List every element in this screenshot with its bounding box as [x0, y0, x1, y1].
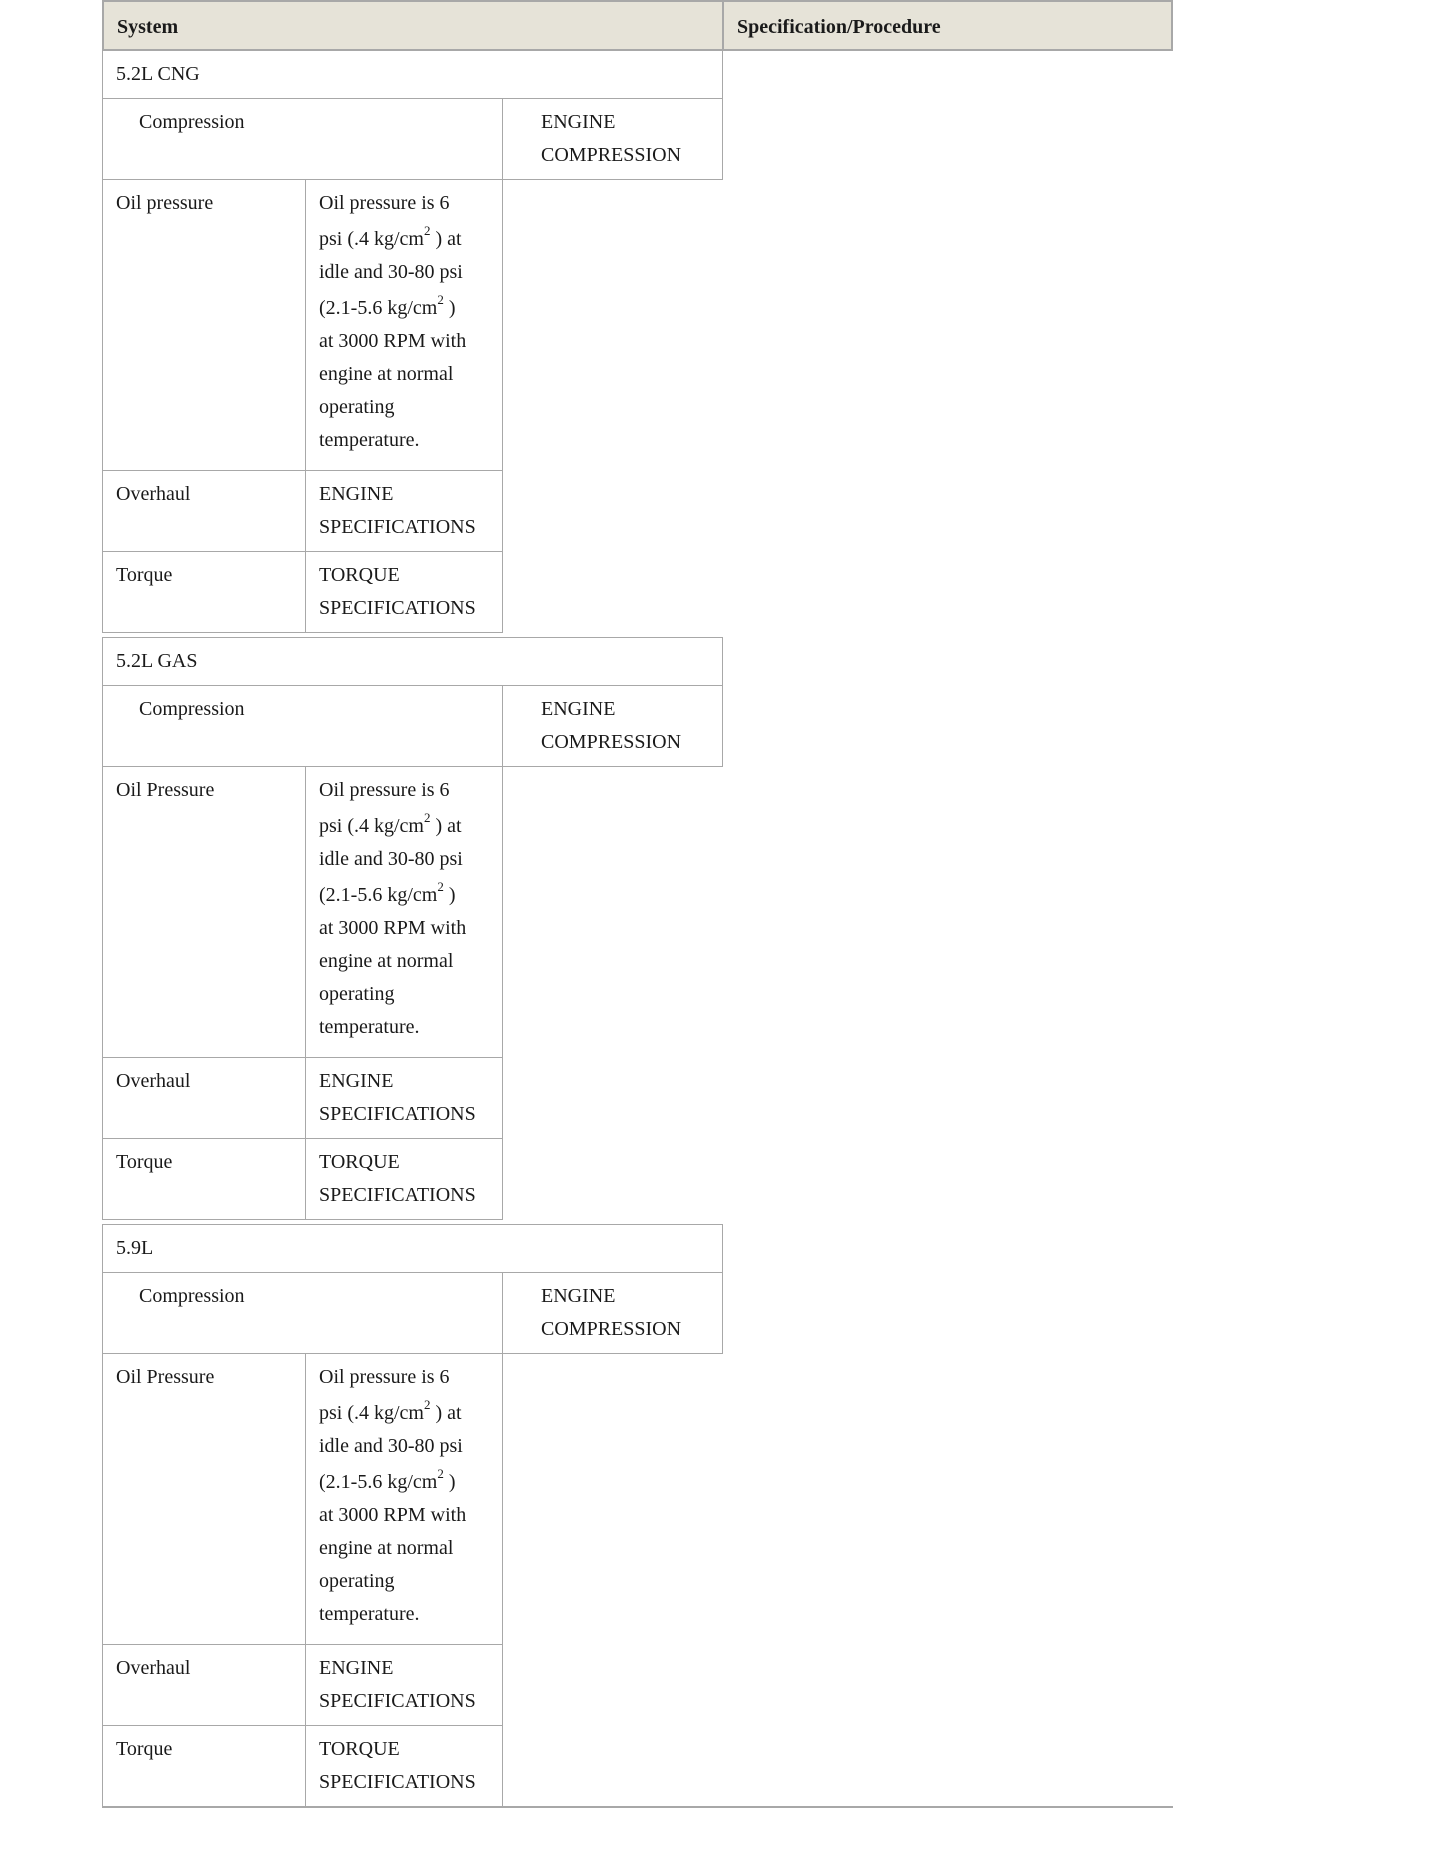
- compression-value-line2: COMPRESSION: [541, 731, 682, 753]
- oil-pressure-text-line: [319, 1466, 455, 1499]
- text-segment: ): [448, 1471, 456, 1493]
- torque-value-line1: TORQUE: [319, 1151, 400, 1173]
- oil-pressure-text-line: Oil pressure is 6: [319, 779, 450, 801]
- group-row: [102, 1224, 723, 1273]
- oil-pressure-text-line: engine at normal: [319, 363, 454, 385]
- group-name: 5.2L GAS: [116, 650, 198, 672]
- text-segment: psi (.4 kg/cm: [319, 228, 424, 250]
- text-segment: ): [448, 297, 456, 319]
- superscript: 2: [424, 223, 431, 239]
- torque-label: Torque: [116, 1738, 173, 1760]
- overhaul-value-line2: SPECIFICATIONS: [319, 1690, 476, 1712]
- overhaul-value-line2: SPECIFICATIONS: [319, 1103, 476, 1125]
- oil-pressure-text-line: operating: [319, 396, 395, 418]
- text-segment: ): [448, 884, 456, 906]
- text-segment: psi (.4 kg/cm: [319, 1402, 424, 1424]
- oil-pressure-text-line: at 3000 RPM with: [319, 917, 467, 939]
- text-segment: psi (.4 kg/cm: [319, 815, 424, 837]
- oil-pressure-text-line: engine at normal: [319, 950, 454, 972]
- oil-pressure-label: Oil Pressure: [116, 1366, 215, 1388]
- oil-pressure-text-line: temperature.: [319, 1016, 420, 1038]
- oil-pressure-text-line: [319, 879, 455, 912]
- oil-pressure-text-line: operating: [319, 983, 395, 1005]
- compression-label: Compression: [139, 1285, 245, 1307]
- torque-label: Torque: [116, 1151, 173, 1173]
- torque-value-line2: SPECIFICATIONS: [319, 597, 476, 619]
- table-header: [102, 0, 1173, 51]
- oil-pressure-label: Oil Pressure: [116, 779, 215, 801]
- compression-label: Compression: [139, 698, 245, 720]
- compression-value-line2: COMPRESSION: [541, 144, 682, 166]
- oil-pressure-text-line: idle and 30-80 psi: [319, 261, 463, 283]
- text-segment: ) at: [435, 1402, 462, 1424]
- oil-pressure-text-line: temperature.: [319, 429, 420, 451]
- text-segment: ) at: [435, 815, 462, 837]
- superscript: 2: [437, 879, 444, 895]
- header-system: System: [104, 2, 724, 49]
- text-segment: (2.1-5.6 kg/cm: [319, 1471, 438, 1493]
- compression-value-line1: ENGINE: [541, 1285, 616, 1307]
- spec-table: [102, 0, 1173, 1808]
- oil-pressure-text-line: at 3000 RPM with: [319, 1504, 467, 1526]
- overhaul-value-line1: ENGINE: [319, 483, 394, 505]
- compression-value-line1: ENGINE: [541, 111, 616, 133]
- overhaul-label: Overhaul: [116, 1657, 191, 1679]
- compression-value-line2: COMPRESSION: [541, 1318, 682, 1340]
- superscript: 2: [424, 1397, 431, 1413]
- torque-value-line2: SPECIFICATIONS: [319, 1184, 476, 1206]
- group-name: 5.2L CNG: [116, 63, 200, 85]
- oil-pressure-text-line: operating: [319, 1570, 395, 1592]
- oil-pressure-text-line: [319, 1397, 462, 1430]
- torque-value-line1: TORQUE: [319, 1738, 400, 1760]
- torque-value-line1: TORQUE: [319, 564, 400, 586]
- oil-pressure-text-line: Oil pressure is 6: [319, 1366, 450, 1388]
- oil-pressure-text-line: at 3000 RPM with: [319, 330, 467, 352]
- header-spec: Specification/Procedure: [737, 16, 941, 38]
- overhaul-label: Overhaul: [116, 483, 191, 505]
- compression-label: Compression: [139, 111, 245, 133]
- oil-pressure-text-line: [319, 810, 462, 843]
- overhaul-value-line1: ENGINE: [319, 1070, 394, 1092]
- torque-value-line2: SPECIFICATIONS: [319, 1771, 476, 1793]
- oil-pressure-text-line: [319, 223, 462, 256]
- oil-pressure-text-line: temperature.: [319, 1603, 420, 1625]
- superscript: 2: [437, 1466, 444, 1482]
- group-name: 5.9L: [116, 1237, 154, 1259]
- overhaul-label: Overhaul: [116, 1070, 191, 1092]
- superscript: 2: [424, 810, 431, 826]
- overhaul-value-line1: ENGINE: [319, 1657, 394, 1679]
- oil-pressure-text-line: Oil pressure is 6: [319, 192, 450, 214]
- oil-pressure-label: Oil pressure: [116, 192, 214, 214]
- compression-value-line1: ENGINE: [541, 698, 616, 720]
- oil-pressure-text-line: idle and 30-80 psi: [319, 848, 463, 870]
- oil-pressure-text-line: engine at normal: [319, 1537, 454, 1559]
- text-segment: (2.1-5.6 kg/cm: [319, 297, 438, 319]
- torque-label: Torque: [116, 564, 173, 586]
- overhaul-value-line2: SPECIFICATIONS: [319, 516, 476, 538]
- superscript: 2: [437, 292, 444, 308]
- text-segment: ) at: [435, 228, 462, 250]
- oil-pressure-text-line: idle and 30-80 psi: [319, 1435, 463, 1457]
- text-segment: (2.1-5.6 kg/cm: [319, 884, 438, 906]
- oil-pressure-text-line: [319, 292, 455, 325]
